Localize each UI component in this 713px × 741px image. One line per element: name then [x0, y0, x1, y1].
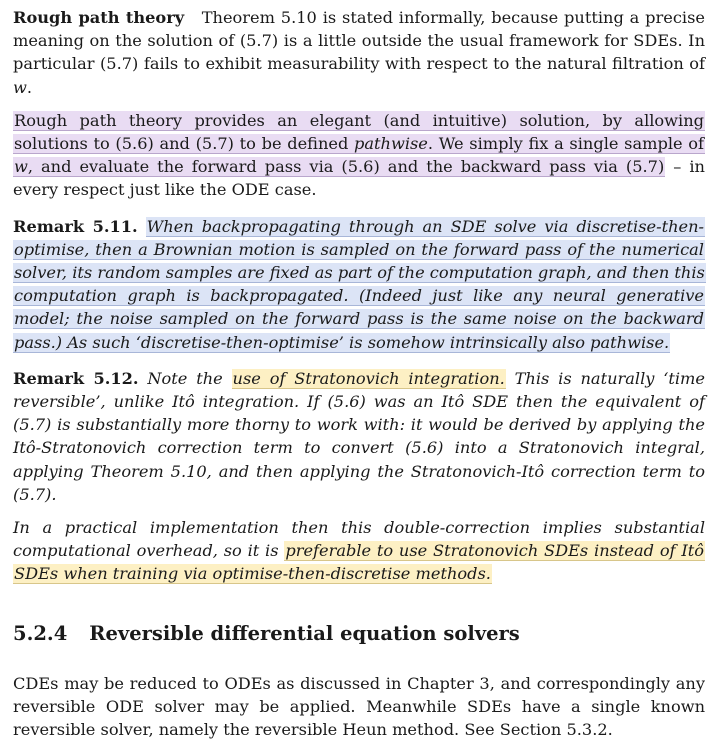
- math-variable-w: w: [13, 77, 27, 97]
- section-heading: [13, 622, 705, 646]
- text-segment: Rough path theory provides an elegant (and intuitive) solution, by allowing solutions to (5.6) and (5.7) to be defined: [14, 110, 704, 154]
- text-segment: Note the: [147, 368, 223, 388]
- emphasis-pathwise: pathwise: [354, 134, 428, 154]
- remark-5-12: [13, 367, 705, 506]
- highlight-yellow: use of Stratonovich integration.: [232, 368, 505, 388]
- paragraph-reversible-solvers: [13, 672, 705, 741]
- highlight-yellow: preferable to use Stratonovich SDEs instead of Itô SDEs when training via optimise-then-discretise methods.: [14, 541, 704, 584]
- text-segment: In a practical implementation then this double-correction implies substantial computational overhead, so it is: [13, 518, 705, 561]
- text-segment: . We simply fix a single sample of: [427, 134, 704, 154]
- highlight-purple: [13, 111, 705, 177]
- text-segment: This is naturally ‘time reversible’, unlike Itô integration. If (5.6) was an Itô SDE then the equivalent of (5.7) is substantially more thorny to work with: it would be derived by applying the Itô-Stratonovich correction term to convert (5.6) into a Stratonovich integral, applying Theorem 5.10, and then applying the Stratonovich-Itô correction term to (5.7).: [13, 368, 705, 504]
- paragraph-text: CDEs may be reduced to ODEs as discussed in Chapter 3, and correspondingly any reversible ODE solver may be applied. Meanwhile SDEs have a single known reversible solver, namely the reversible Heun method. See Section 5.3.2.: [13, 673, 705, 740]
- paragraph-rough-path-solution: [13, 109, 705, 202]
- paragraph-end: .: [26, 77, 33, 97]
- page-content: [13, 6, 705, 741]
- text-segment: , and evaluate the forward pass via (5.6) and the backward pass via (5.7): [27, 157, 665, 177]
- highlight-blue: When backpropagating through an SDE solve via discretise-then-optimise, then a Brownian motion is sampled on the forward pass of the numerical solver, its random samples are fixed as part of the computation graph, and then this computation graph is backpropagated. (Indeed just like any neural generative model; the noise sampled on the forward pass is the same noise on the backward pass.) As such ‘discretise-then-optimise’ is somehow intrinsically also pathwise.: [14, 216, 705, 352]
- section-number: 5.2.4: [13, 621, 68, 645]
- remark-5-11: [13, 215, 705, 354]
- paragraph-rough-path-intro: [13, 6, 705, 99]
- paragraph-practical-implementation: [13, 516, 705, 586]
- paragraph-heading: Rough path theory: [13, 8, 185, 27]
- text-segment: – in every respect just like the ODE case.: [13, 157, 705, 200]
- remark-label: Remark 5.11.: [13, 216, 138, 236]
- math-variable-w: w: [14, 157, 28, 177]
- paragraph-text: Theorem 5.10 is stated informally, because putting a precise meaning on the solution of (5.7) is a little outside the usual framework for SDEs. In particular (5.7) fails to exhibit measurability with respect to the natural filtration of: [13, 8, 705, 74]
- remark-label: Remark 5.12.: [13, 368, 139, 388]
- section-title: Reversible differential equation solvers: [89, 621, 520, 645]
